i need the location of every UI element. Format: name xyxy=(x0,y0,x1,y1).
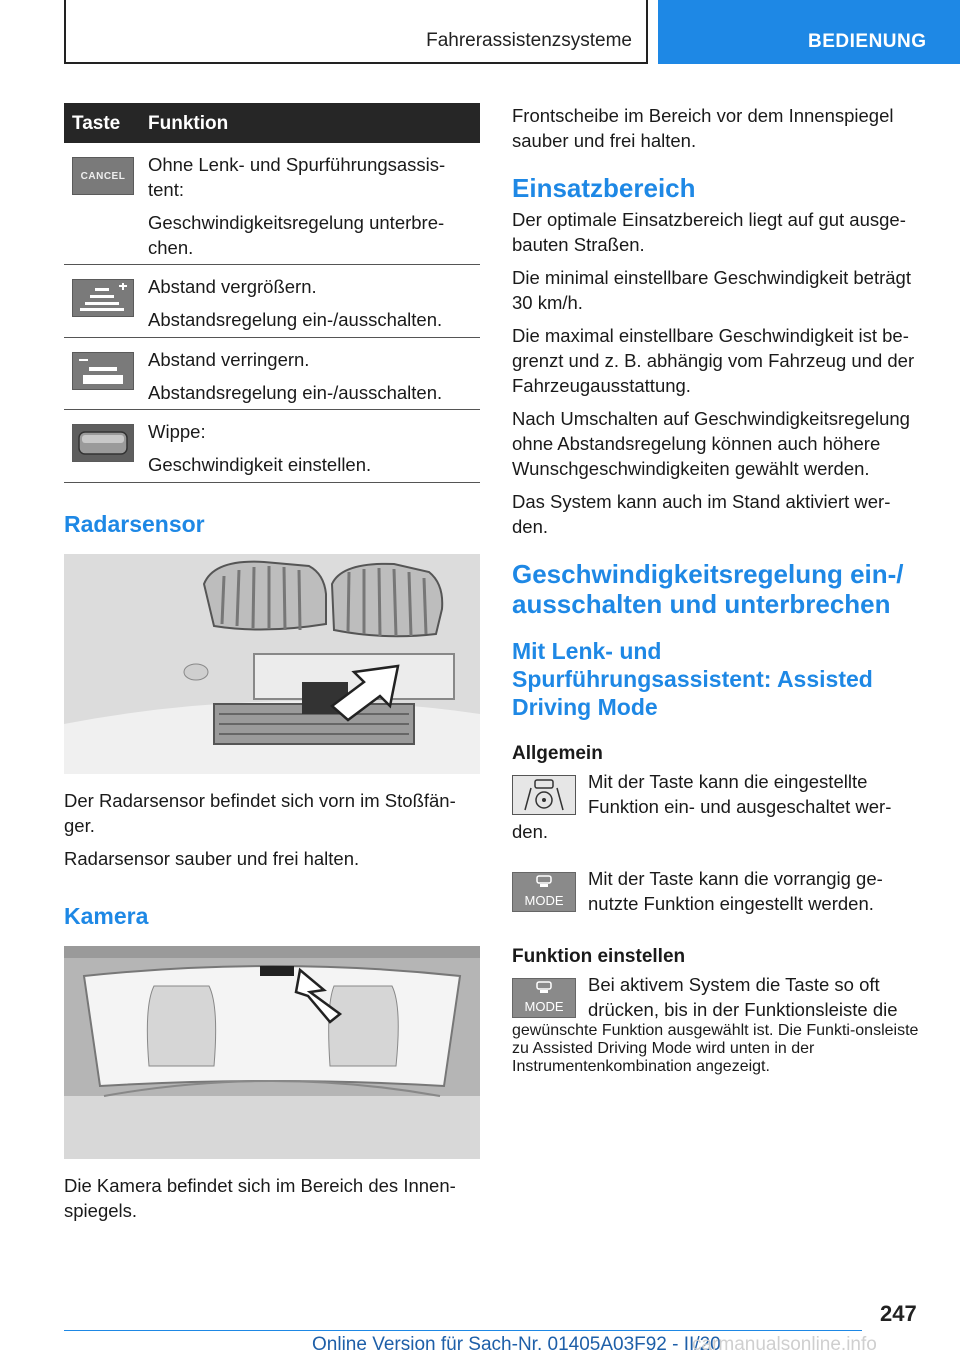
einsatz-paragraph-4: Nach Umschalten auf Geschwindigkeitsregelung ohne Abstandsregelung können auch höhere Wunschgeschwindigkeiten gewählt werden. xyxy=(512,408,910,479)
table-cell-line: Abstand verringern. xyxy=(148,349,310,370)
assist-button-block xyxy=(512,769,926,819)
page-number: 247 xyxy=(880,1301,917,1326)
table-cell-line: Geschwindigkeitsregelung unterbre-chen. xyxy=(148,212,445,258)
table-header-key: Taste xyxy=(72,113,121,134)
windshield-paragraph: Frontscheibe im Bereich vor dem Innenspiegel sauber und frei halten. xyxy=(512,105,894,151)
rocker-switch-icon xyxy=(72,424,134,462)
radar-heading: Radarsensor xyxy=(64,511,205,537)
einsatz-paragraph-1: Der optimale Einsatzbereich liegt auf gut ausge-bauten Straßen. xyxy=(512,209,906,255)
table-row xyxy=(64,410,480,483)
funktion-einstellen-heading: Funktion einstellen xyxy=(512,946,686,967)
einsatzbereich-heading: Einsatzbereich xyxy=(512,173,696,203)
mode-key-label: MODE xyxy=(524,893,564,908)
mode-button-block xyxy=(512,866,926,916)
allgemein-heading: Allgemein xyxy=(512,743,603,764)
radar-paragraph-2: Radarsensor sauber und frei halten. xyxy=(64,848,360,869)
einsatz-paragraph-5: Das System kann auch im Stand aktiviert wer-den. xyxy=(512,491,891,537)
header-chapter-title: BEDIENUNG xyxy=(808,31,927,52)
table-cell-line: Abstand vergrößern. xyxy=(148,276,317,297)
table-row-text xyxy=(148,265,480,344)
table-row xyxy=(64,265,480,338)
distance-decrease-icon xyxy=(72,352,134,390)
header-section-title: Fahrerassistenzsysteme xyxy=(426,30,632,51)
radar-paragraph-1: Der Radarsensor befindet sich vorn im Stoßfän-ger. xyxy=(64,790,456,836)
assisted-driving-mode-heading: Mit Lenk- und Spurführungsassistent: Assisted Driving Mode xyxy=(512,638,873,720)
cancel-button-icon xyxy=(72,157,134,195)
camera-heading: Kamera xyxy=(64,903,149,929)
mode-key-label: MODE xyxy=(524,999,564,1014)
camera-paragraph-1: Die Kamera befindet sich im Bereich des Innen-spiegels. xyxy=(64,1175,456,1221)
table-cell-line: Abstandsregelung ein-/ausschalten. xyxy=(148,309,443,330)
table-row xyxy=(64,143,480,265)
left-column xyxy=(64,103,480,1231)
mode-text: Mit der Taste kann die vorrangig ge-nutzte Funktion eingestellt werden. xyxy=(588,868,883,914)
camera-image xyxy=(64,946,480,1159)
table-cell-line: Ohne Lenk- und Spurführungsassis-tent: xyxy=(148,154,446,200)
geschwindigkeitsregelung-heading: Geschwindigkeitsregelung ein-/ ausschalten und unterbrechen xyxy=(512,559,904,619)
cancel-key-label: CANCEL xyxy=(80,170,126,182)
table-cell-line: Abstandsregelung ein-/ausschalten. xyxy=(148,382,443,403)
table-row-text xyxy=(148,410,480,489)
einsatz-paragraph-3: Die maximal einstellbare Geschwindigkeit ist be-grenzt und z. B. abhängig vom Fahrzeug und der Fahrzeugausstattung. xyxy=(512,325,915,396)
funktion-text-2: gewünschte Funktion ausgewählt ist. Die Funkti-onsleiste zu Assisted Driving Mode wird unten in der Instrumentenkombination angezeigt. xyxy=(512,1022,919,1075)
funktion-button-block xyxy=(512,972,926,1022)
header-section-box xyxy=(64,0,648,64)
table-row-text xyxy=(148,338,480,417)
steering-assist-icon xyxy=(512,775,576,815)
table-cell-line: Geschwindigkeit einstellen. xyxy=(148,454,372,475)
table-cell-line: Wippe: xyxy=(148,421,206,442)
right-column xyxy=(512,103,926,1076)
mode-button-icon xyxy=(512,978,576,1018)
allgemein-text-1: Mit der Taste kann die eingestellte Funktion ein- und ausgeschaltet wer- xyxy=(588,771,892,817)
table-row-text xyxy=(148,143,480,272)
distance-increase-icon xyxy=(72,279,134,317)
table-header-function: Funktion xyxy=(148,113,229,134)
radar-sensor-image xyxy=(64,554,480,774)
footer-online-version: Online Version für Sach-Nr. 01405A03F92 - II/20 xyxy=(312,1334,721,1355)
footer-watermark: carmanualsonline.info xyxy=(692,1334,877,1355)
footer-rule xyxy=(64,1330,862,1331)
einsatz-paragraph-2: Die minimal einstellbare Geschwindigkeit beträgt 30 km/h. xyxy=(512,267,911,313)
allgemein-text-2: den. xyxy=(512,821,549,842)
table-header xyxy=(64,103,480,143)
header-chapter-tab xyxy=(658,0,960,64)
table-row xyxy=(64,338,480,410)
funktion-text-1: Bei aktivem System die Taste so oft drücken, bis in der Funktionsleiste die xyxy=(588,974,898,1020)
mode-button-icon xyxy=(512,872,576,912)
